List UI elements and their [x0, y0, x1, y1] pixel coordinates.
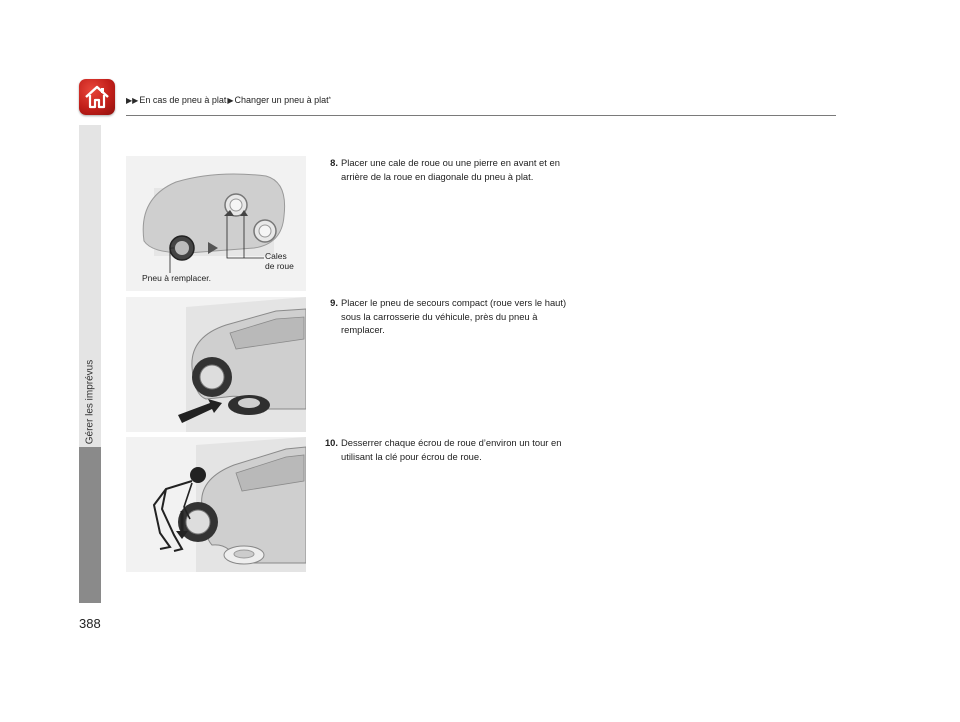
figure-wheel-chocks — [126, 156, 306, 291]
step-number: 9. — [330, 297, 338, 308]
figure-spare-tire-placement — [126, 297, 306, 432]
step-10 — [318, 436, 568, 463]
breadcrumb-item-change-tire[interactable]: Changer un pneu à plat — [234, 95, 329, 105]
label-chocks-line2: de roue — [265, 261, 294, 271]
step-number: 8. — [330, 157, 338, 168]
step-9 — [318, 296, 568, 337]
triangle-right-icon: ▶▶ — [126, 95, 139, 105]
house-icon — [83, 83, 111, 111]
home-button[interactable] — [79, 79, 115, 115]
step-8 — [318, 156, 568, 183]
figure-loosening-lug-nuts — [126, 437, 306, 572]
triangle-right-icon: ▶ — [227, 95, 234, 105]
label-tire-to-replace: Pneu à remplacer. — [142, 273, 211, 283]
section-label: Gérer les imprévus — [84, 359, 96, 445]
step-text: Placer une cale de roue ou une pierre en avant et en arrière de la roue en diagonale du pneu à plat. — [341, 157, 560, 182]
label-chocks-line1: Cales — [265, 251, 287, 261]
breadcrumb — [126, 95, 331, 105]
step-text: Desserrer chaque écrou de roue d’environ un tour en utilisant la clé pour écrou de roue. — [341, 437, 562, 462]
breadcrumb-item-flat-tire[interactable]: En cas de pneu à plat — [139, 95, 227, 105]
step-number: 10. — [324, 437, 338, 448]
sidebar-active-tab[interactable] — [79, 447, 101, 603]
option-marker: * — [328, 97, 331, 103]
step-text: Placer le pneu de secours compact (roue vers le haut) sous la carrosserie du véhicule, près du pneu à remplacer. — [341, 297, 567, 335]
page-number: 388 — [79, 616, 101, 631]
header-divider — [126, 115, 836, 116]
